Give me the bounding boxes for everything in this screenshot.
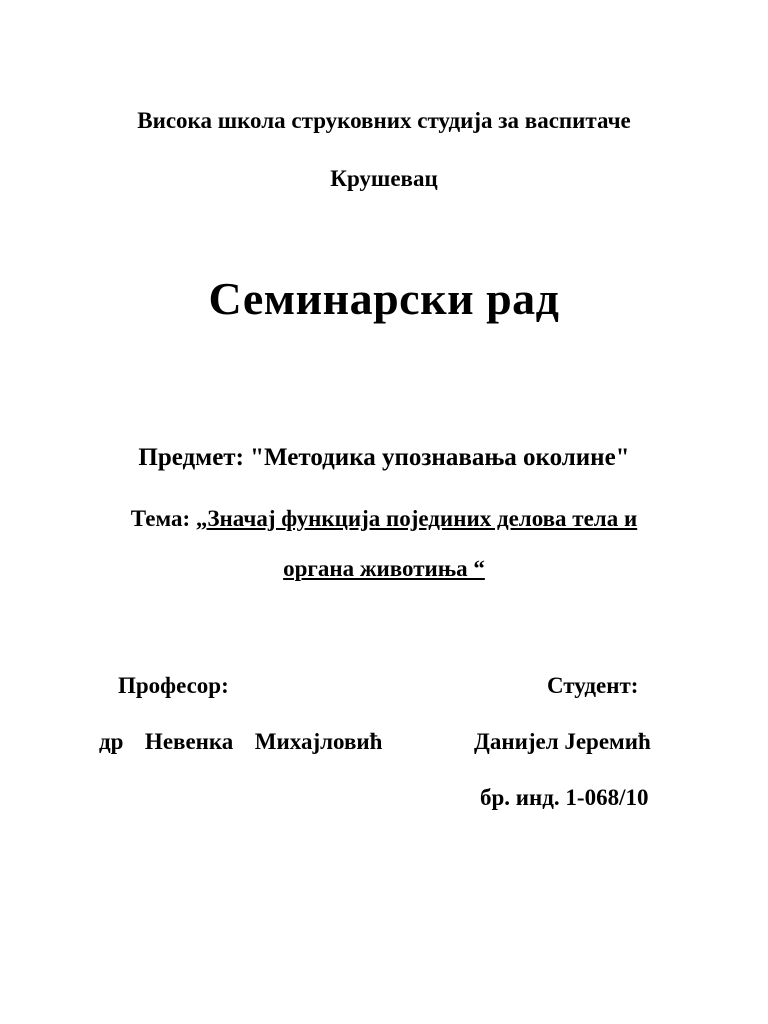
student-index-number: бр. инд. 1-068/10 (480, 785, 649, 810)
student-name: Данијел Јеремић (474, 729, 651, 754)
topic-label: Тема: (130, 506, 196, 531)
institution-name: Висока школа струковних студија за васпитаче (137, 108, 631, 133)
document-title: Семинарски рад (208, 273, 560, 324)
professor-name: др Невенка Михајловић (99, 729, 383, 754)
topic-line-1 (0, 506, 768, 532)
professor-label: Професор: (118, 673, 229, 698)
student-label: Студент: (547, 673, 639, 698)
subject-line: Предмет: "Методика упознавања околине" (138, 444, 630, 471)
topic-text-1: „Значај функција појединих делова тела и (195, 506, 638, 531)
topic-text-2: органа животиња “ (283, 556, 485, 581)
city-name: Крушевац (330, 166, 438, 191)
topic-line-2 (0, 556, 768, 582)
